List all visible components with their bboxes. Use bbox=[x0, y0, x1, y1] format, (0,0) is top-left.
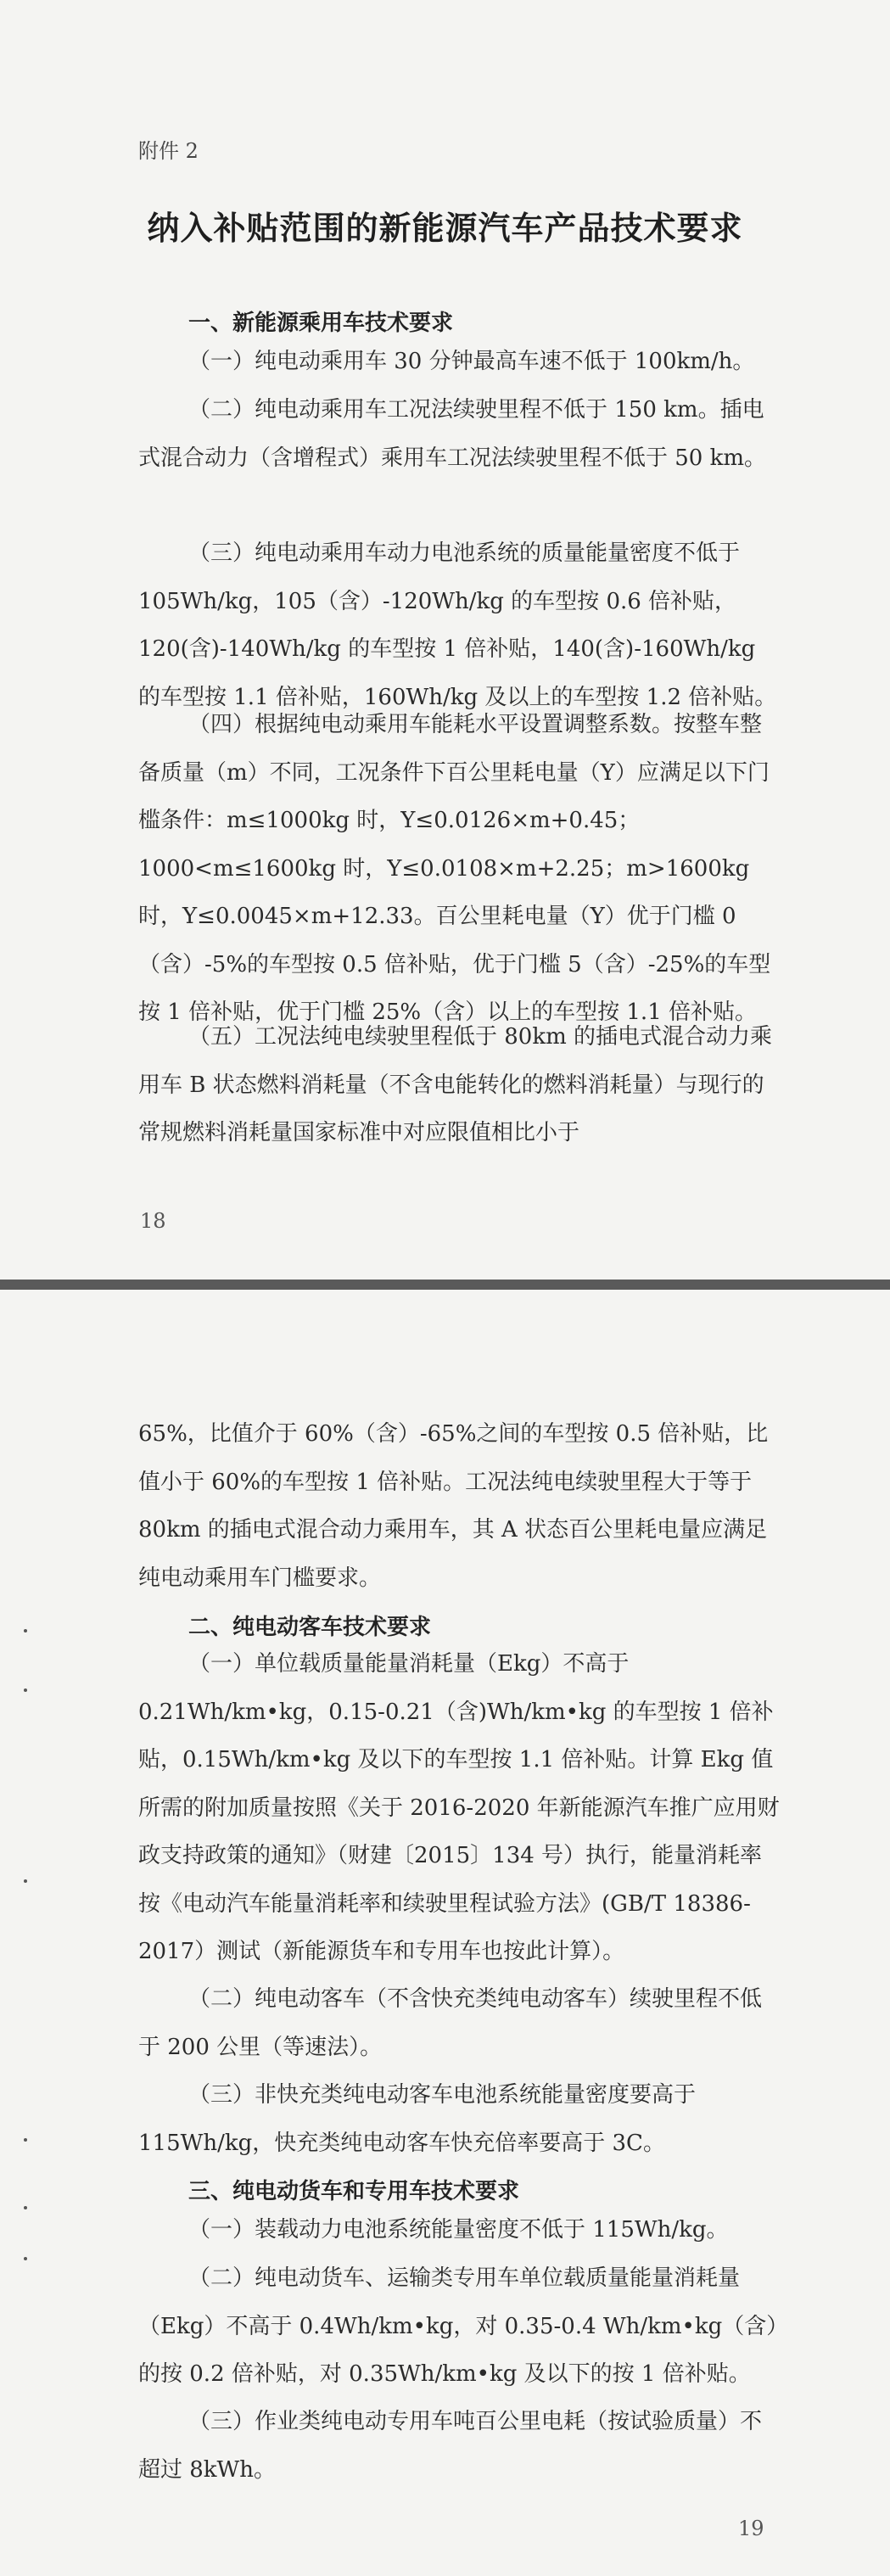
margin-dot bbox=[24, 2138, 27, 2142]
page-divider bbox=[0, 1280, 890, 1290]
paragraph-3: （三）纯电动乘用车动力电池系统的质量能量密度不低于 105Wh/kg，105（含）-120Wh/kg 的车型按 0.6 倍补贴，120(含)-140Wh/kg 的车型按 1 倍补贴，140(含)-160Wh/kg 的车型按 1.1 倍补贴，160Wh/kg 及以上的车型按 1.2 倍补贴。 bbox=[138, 540, 777, 710]
paragraph-7: （二）纯电动客车（不含快充类纯电动客车）续驶里程不低于 200 公里（等速法）。 bbox=[138, 1986, 763, 2060]
paragraph-6: （一）单位载质量能量消耗量（Ekg）不高于 0.21Wh/km•kg，0.15-0.21（含)Wh/km•kg 的车型按 1 倍补贴，0.15Wh/km•kg 及以下的车型按 1.1 倍补贴。计算 Ekg 值所需的附加质量按照《关于 2016-2020 年新能源汽车推广应用财政支持政策的通知》（财建〔2015〕134 号）执行，能量消耗率按《电动汽车能量消耗率和续驶里程试验方法》(GB/T 18386-2017）测试（新能源货车和专用车也按此计算）。 bbox=[138, 1651, 780, 1964]
page-number: 18 bbox=[140, 1209, 166, 1233]
document-title: 纳入补贴范围的新能源汽车产品技术要求 bbox=[147, 209, 743, 247]
paragraph-8: （三）非快充类纯电动客车电池系统能量密度要高于 115Wh/kg，快充类纯电动客车快充倍率要高于 3C。 bbox=[138, 2082, 697, 2156]
paragraph-2: （二）纯电动乘用车工况法续驶里程不低于 150 km。插电式混合动力（含增程式）乘用车工况法续驶里程不低于 50 km。 bbox=[138, 397, 767, 471]
section-heading-bus: 二、纯电动客车技术要求 bbox=[188, 1615, 432, 1640]
margin-dot bbox=[24, 1629, 27, 1632]
document-page-19 bbox=[0, 1290, 890, 2576]
margin-dot bbox=[24, 2206, 27, 2209]
paragraph-9: （一）装载动力电池系统能量密度不低于 115Wh/kg。 bbox=[188, 2217, 729, 2243]
paragraph-11: （三）作业类纯电动专用车吨百公里电耗（按试验质量）不超过 8kWh。 bbox=[138, 2409, 763, 2483]
paragraph-4: （四）根据纯电动乘用车能耗水平设置调整系数。按整车整备质量（m）不同，工况条件下百公里耗电量（Y）应满足以下门槛条件：m≤1000kg 时，Y≤0.0126×m+0.45；1000<m≤1600kg 时，Y≤0.0108×m+2.25；m>1600kg 时，Y≤0.0045×m+12.33。百公里耗电量（Y）优于门槛 0（含）-5%的车型按 0.5 倍补贴，优于门槛 5（含）-25%的车型按 1 倍补贴，优于门槛 25%（含）以上的车型按 1.1 倍补贴。 bbox=[138, 712, 771, 1025]
margin-dot bbox=[24, 1688, 27, 1692]
paragraph-10: （二）纯电动货车、运输类专用车单位载质量能量消耗量（Ekg）不高于 0.4Wh/km•kg，对 0.35-0.4 Wh/km•kg（含）的按 0.2 倍补贴，对 0.35Wh/km•kg 及以下的按 1 倍补贴。 bbox=[138, 2265, 778, 2387]
paragraph-1: （一）纯电动乘用车 30 分钟最高车速不低于 100km/h。 bbox=[188, 349, 755, 374]
document-page-18 bbox=[0, 0, 890, 1280]
annex-label: 附件 2 bbox=[138, 139, 199, 163]
paragraph-continued: 65%，比值介于 60%（含）-65%之间的车型按 0.5 倍补贴，比值小于 60%的车型按 1 倍补贴。工况法纯电续驶里程大于等于 80km 的插电式混合动力乘用车，其 A 状态百公里耗电量应满足纯电动乘用车门槛要求。 bbox=[138, 1421, 769, 1591]
section-heading-truck: 三、纯电动货车和专用车技术要求 bbox=[188, 2179, 520, 2204]
margin-dot bbox=[24, 1879, 27, 1883]
margin-dot bbox=[24, 2257, 27, 2260]
paragraph-5: （五）工况法纯电续驶里程低于 80km 的插电式混合动力乘用车 B 状态燃料消耗量（不含电能转化的燃料消耗量）与现行的常规燃料消耗量国家标准中对应限值相比小于 bbox=[138, 1024, 773, 1145]
section-heading-passenger: 一、新能源乘用车技术要求 bbox=[188, 311, 454, 336]
page-number: 19 bbox=[738, 2517, 764, 2540]
